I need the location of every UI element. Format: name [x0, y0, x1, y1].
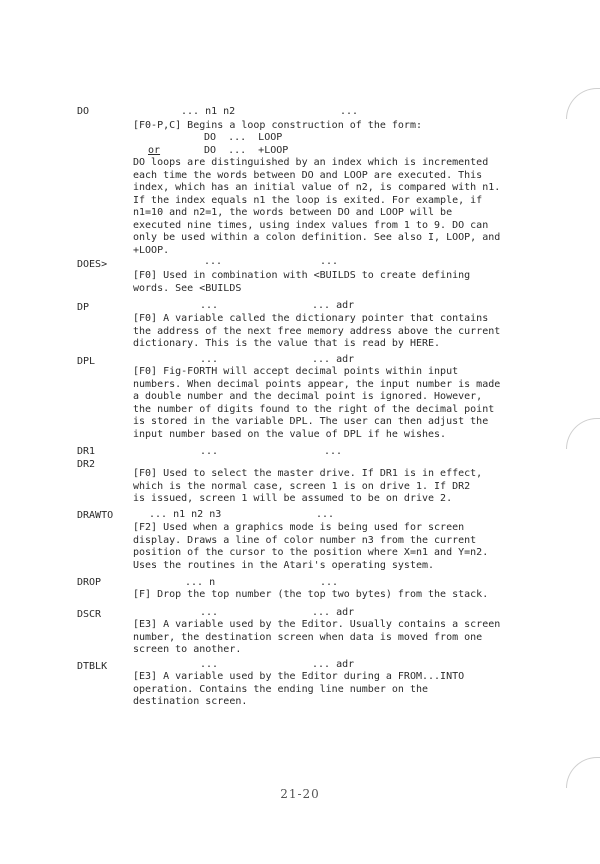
entry-term: DPL — [77, 356, 96, 367]
description-line: Uses the routines in the Atari's operating system. — [133, 559, 435, 571]
description-line: the address of the next free memory address above the current — [133, 325, 501, 337]
entry-term-secondary: DR2 — [77, 459, 96, 470]
description-line: DO loops are distinguished by an index which is incremented — [133, 157, 489, 168]
entry-term: DOES> — [77, 259, 108, 270]
description-line: the number of digits found to the right of the decimal point — [133, 403, 495, 415]
entry-description — [133, 589, 563, 602]
description-line: display. Draws a line of color number n3 from the current — [133, 534, 477, 546]
description-line: input number based on the value of DPL if he wishes. — [133, 428, 447, 440]
entry-term: DO — [77, 106, 90, 117]
entry-term: DROP — [77, 577, 102, 588]
description-line: words. See <BUILDS — [133, 282, 242, 294]
description-line: number, the destination screen when data is moved from one — [133, 631, 483, 643]
stack-after: ... — [340, 106, 359, 117]
entry-description — [133, 671, 563, 709]
description-line: [F0] Used to select the master drive. If DR1 is in effect, — [133, 468, 483, 479]
loop-form-2: DO ... +LOOP — [204, 145, 289, 156]
or-word: or — [148, 145, 161, 156]
entry-term: DP — [77, 302, 90, 313]
stack-after: ... — [320, 256, 339, 267]
stack-before: ... — [204, 256, 223, 267]
description-line: only be used within a colon definition. See also I, LOOP, and — [133, 232, 501, 243]
description-line: [E3] A variable used by the Editor. Usually contains a screen — [133, 619, 501, 630]
stack-after: ... adr — [312, 300, 355, 311]
description-line: is issued, screen 1 will be assumed to be on drive 2. — [133, 493, 453, 504]
stack-before: ... n1 n2 n3 — [149, 509, 222, 520]
description-line: +LOOP. — [133, 244, 170, 256]
stack-after: ... adr — [312, 659, 355, 670]
entry-description — [133, 313, 563, 351]
entry-description — [133, 468, 563, 506]
entry-description — [133, 619, 563, 657]
stack-before: ... — [200, 300, 219, 311]
description-line: each time the words between DO and LOOP are executed. This — [133, 169, 483, 181]
stack-before: ... n — [185, 577, 216, 588]
description-line: is stored in the variable DPL. The user can then adjust the — [133, 416, 489, 427]
stack-after: ... — [324, 446, 343, 457]
stack-after: ... — [316, 509, 335, 520]
binder-hole-mark — [566, 757, 600, 788]
entry-description — [133, 366, 563, 441]
entry-term: DTBLK — [77, 661, 108, 672]
description-line: executed nine times, using index values from 1 to 9. DO can — [133, 219, 489, 231]
stack-after: ... — [320, 577, 339, 588]
description-line: [F0] A variable called the dictionary pointer that contains — [133, 313, 489, 324]
description-line: [F0-P,C] Begins a loop construction of the form: — [133, 120, 422, 131]
entry-description — [133, 522, 563, 572]
loop-form-1: DO ... LOOP — [204, 132, 283, 143]
description-line: [F] Drop the top number (the top two bytes) from the stack. — [133, 589, 489, 600]
description-line: operation. Contains the ending line number on the — [133, 683, 429, 695]
stack-before: ... — [200, 354, 219, 365]
entry-term: DRAWTO — [77, 510, 114, 521]
stack-before: ... n1 n2 — [181, 106, 236, 117]
description-line: a double number and the decimal point is ignored. However, — [133, 391, 483, 402]
stack-after: ... adr — [312, 354, 355, 365]
description-line: index, which has an initial value of n2, is compared with n1. — [133, 182, 501, 193]
stack-before: ... — [200, 446, 219, 457]
description-line: destination screen. — [133, 696, 248, 707]
description-line: If the index equals n1 the loop is exited. For example, if — [133, 194, 483, 206]
description-line: [F2] Used when a graphics mode is being used for screen — [133, 522, 465, 533]
entry-description — [133, 120, 563, 133]
description-line: position of the cursor to the position where X=n1 and Y=n2. — [133, 547, 489, 558]
stack-before: ... — [200, 659, 219, 670]
entry-description — [133, 270, 563, 295]
stack-before: ... — [200, 607, 219, 618]
entry-term: DR1 — [77, 446, 96, 457]
page-number: 21-20 — [280, 787, 320, 801]
description-line: [F0] Used in combination with <BUILDS to create defining — [133, 270, 471, 281]
description-line: [F0] Fig-FORTH will accept decimal points within input — [133, 366, 459, 377]
description-line: numbers. When decimal points appear, the input number is made — [133, 378, 501, 390]
binder-hole-mark — [566, 418, 600, 449]
entry-term: DSCR — [77, 609, 102, 620]
binder-hole-mark — [566, 88, 600, 119]
entry-description — [133, 157, 563, 257]
stack-after: ... adr — [312, 607, 355, 618]
description-line: screen to another. — [133, 644, 242, 655]
description-line: [E3] A variable used by the Editor during a FROM...INTO — [133, 671, 465, 682]
description-line: which is the normal case, screen 1 is on drive 1. If DR2 — [133, 480, 471, 492]
description-line: n1=10 and n2=1, the words between DO and LOOP will be — [133, 207, 453, 218]
description-line: dictionary. This is the value that is read by HERE. — [133, 338, 441, 349]
